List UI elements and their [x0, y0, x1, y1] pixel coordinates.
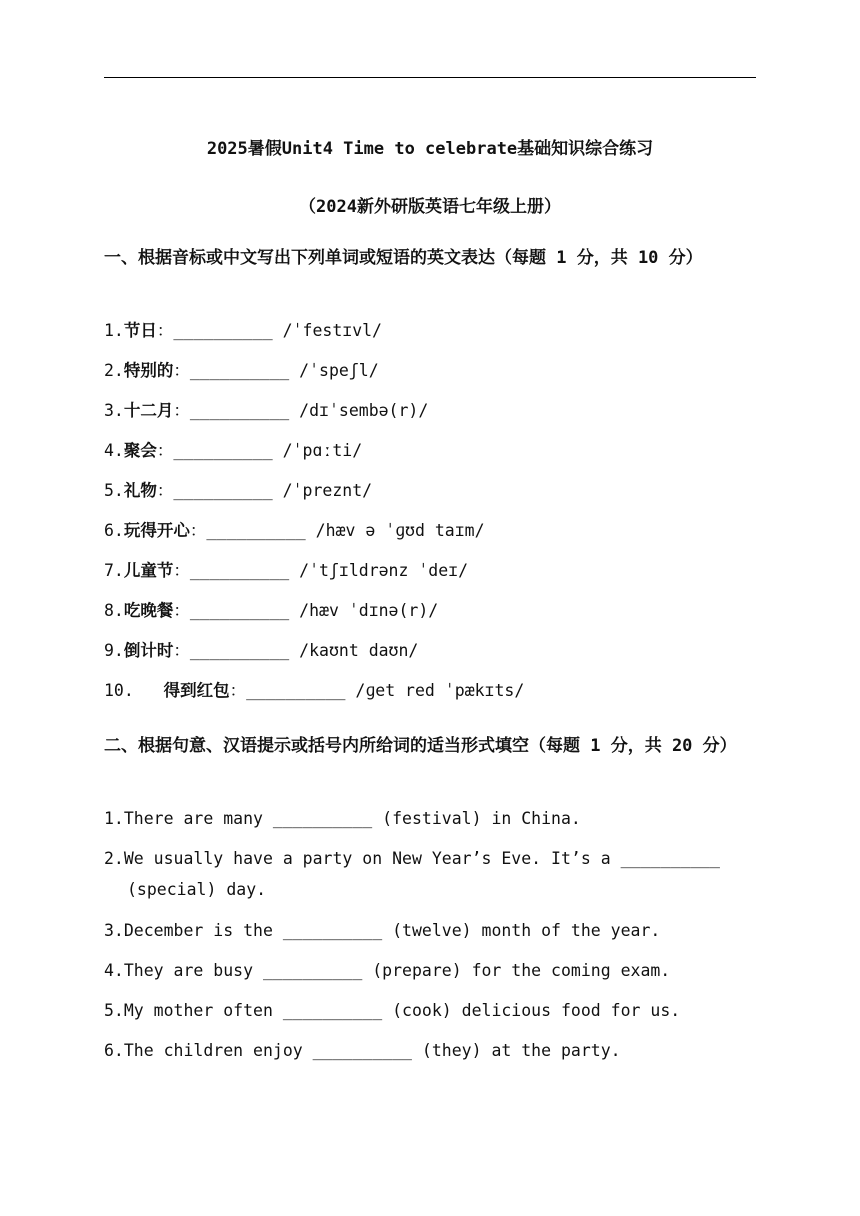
fill-item-3: [104, 915, 759, 946]
sentence-start: They are busy: [123, 961, 263, 980]
vocab-item-2: [104, 355, 759, 386]
colon: ：: [173, 561, 190, 580]
phonetic: /dɪˈsembə(r)/: [299, 401, 429, 420]
chinese-term: 节日: [123, 321, 157, 340]
phonetic: /ɡet red ˈpækɪts/: [355, 681, 525, 700]
answer-blank[interactable]: __________: [282, 1001, 383, 1020]
item-number: 3.: [104, 921, 124, 940]
item-number: 4.: [104, 961, 124, 980]
item-number: 8.: [104, 601, 124, 620]
answer-blank[interactable]: __________: [620, 849, 720, 868]
sentence-end: (twelve) month of the year.: [382, 921, 661, 940]
vocab-item-6: [104, 515, 759, 546]
sentence-start: The children enjoy: [123, 1041, 313, 1060]
item-number: 1.: [104, 321, 124, 340]
fill-item-4: [104, 955, 759, 986]
colon: ：: [229, 681, 247, 700]
answer-blank[interactable]: __________: [312, 1041, 412, 1060]
chinese-term: 吃晚餐: [123, 601, 174, 620]
answer-blank[interactable]: __________: [173, 321, 273, 340]
fill-item-6: [104, 1035, 759, 1066]
colon: ：: [173, 401, 190, 420]
vocab-item-1: [104, 315, 759, 346]
item-number: 3.: [104, 401, 124, 420]
item-number: 9.: [104, 641, 124, 660]
vocab-item-8: [104, 595, 759, 626]
phonetic: /hæv ə ˈɡʊd taɪm/: [315, 521, 485, 540]
phonetic: /ˈspeʃl/: [299, 361, 379, 380]
item-number: 6.: [104, 521, 124, 540]
colon: ：: [173, 361, 190, 380]
chinese-term: 礼物: [123, 481, 157, 500]
colon: ：: [173, 641, 190, 660]
item-number: 1.: [104, 809, 124, 828]
answer-blank[interactable]: __________: [173, 441, 273, 460]
item-number: 6.: [104, 1041, 124, 1060]
phonetic: /ˈpreznt/: [282, 481, 373, 500]
chinese-term: 特别的: [123, 361, 174, 380]
fill-item-5: [104, 995, 759, 1026]
sentence-end: (prepare) for the coming exam.: [362, 961, 671, 980]
chinese-term: 得到红包: [163, 681, 230, 700]
chinese-term: 倒计时: [123, 641, 174, 660]
colon: ：: [173, 601, 190, 620]
section-2-heading: 二、根据句意、汉语提示或括号内所给词的适当形式填空（每题 1 分，共 20 分）: [104, 736, 737, 756]
item-number: 2.: [104, 361, 124, 380]
phonetic: /ˈpɑːti/: [282, 441, 363, 460]
item-number: 5.: [104, 481, 124, 500]
phonetic: /hæv ˈdɪnə(r)/: [299, 601, 439, 620]
item-number: 10.: [104, 681, 164, 700]
header-rule: [104, 77, 756, 78]
chinese-term: 十二月: [123, 401, 174, 420]
vocab-item-4: [104, 435, 759, 466]
colon: ：: [189, 521, 207, 540]
answer-blank[interactable]: __________: [189, 641, 290, 660]
fill-item-1: [104, 803, 759, 834]
chinese-term: 聚会: [123, 441, 157, 460]
item-number: 5.: [104, 1001, 124, 1020]
answer-blank[interactable]: __________: [282, 921, 383, 940]
sentence-start: December is the: [123, 921, 283, 940]
sentence-start: My mother often: [123, 1001, 283, 1020]
chinese-term: 玩得开心: [123, 521, 190, 540]
sentence-start: There are many: [123, 809, 273, 828]
colon: ：: [156, 321, 174, 340]
sentence-end: (festival) in China.: [372, 809, 581, 828]
vocab-item-9: [104, 635, 759, 666]
phonetic: /kaʊnt daʊn/: [299, 641, 419, 660]
vocab-item-7: [104, 555, 759, 586]
answer-blank[interactable]: __________: [189, 361, 290, 380]
answer-blank[interactable]: __________: [173, 481, 273, 500]
answer-blank[interactable]: __________: [206, 521, 306, 540]
item-number: 7.: [104, 561, 124, 580]
answer-blank[interactable]: __________: [189, 561, 290, 580]
item-number: 4.: [104, 441, 124, 460]
sentence-end: (they) at the party.: [411, 1041, 621, 1060]
answer-blank[interactable]: __________: [246, 681, 346, 700]
answer-blank[interactable]: __________: [272, 809, 373, 828]
colon: ：: [156, 441, 174, 460]
section-1-heading: 一、根据音标或中文写出下列单词或短语的英文表达（每题 1 分，共 10 分）: [104, 248, 703, 268]
page-subtitle: （2024新外研版英语七年级上册）: [299, 197, 561, 217]
page-title: 2025暑假Unit4 Time to celebrate基础知识综合练习: [206, 139, 654, 159]
vocab-item-10: [104, 675, 759, 706]
answer-blank[interactable]: __________: [262, 961, 363, 980]
vocab-item-5: [104, 475, 759, 506]
vocab-item-3: [104, 395, 759, 426]
phonetic: /ˈfestɪvl/: [282, 321, 382, 340]
phonetic: /ˈtʃɪldrənz ˈdeɪ/: [299, 561, 469, 580]
fill-item-2: [104, 843, 759, 905]
colon: ：: [156, 481, 174, 500]
sentence-end: (cook) delicious food for us.: [382, 1001, 681, 1020]
sentence-start: We usually have a party on New Year’s Eve. It’s a: [123, 849, 621, 868]
item-number: 2.: [104, 849, 124, 868]
answer-blank[interactable]: __________: [189, 601, 290, 620]
answer-blank[interactable]: __________: [189, 401, 290, 420]
chinese-term: 儿童节: [123, 561, 174, 580]
sentence-continuation: (special) day.: [127, 880, 267, 899]
